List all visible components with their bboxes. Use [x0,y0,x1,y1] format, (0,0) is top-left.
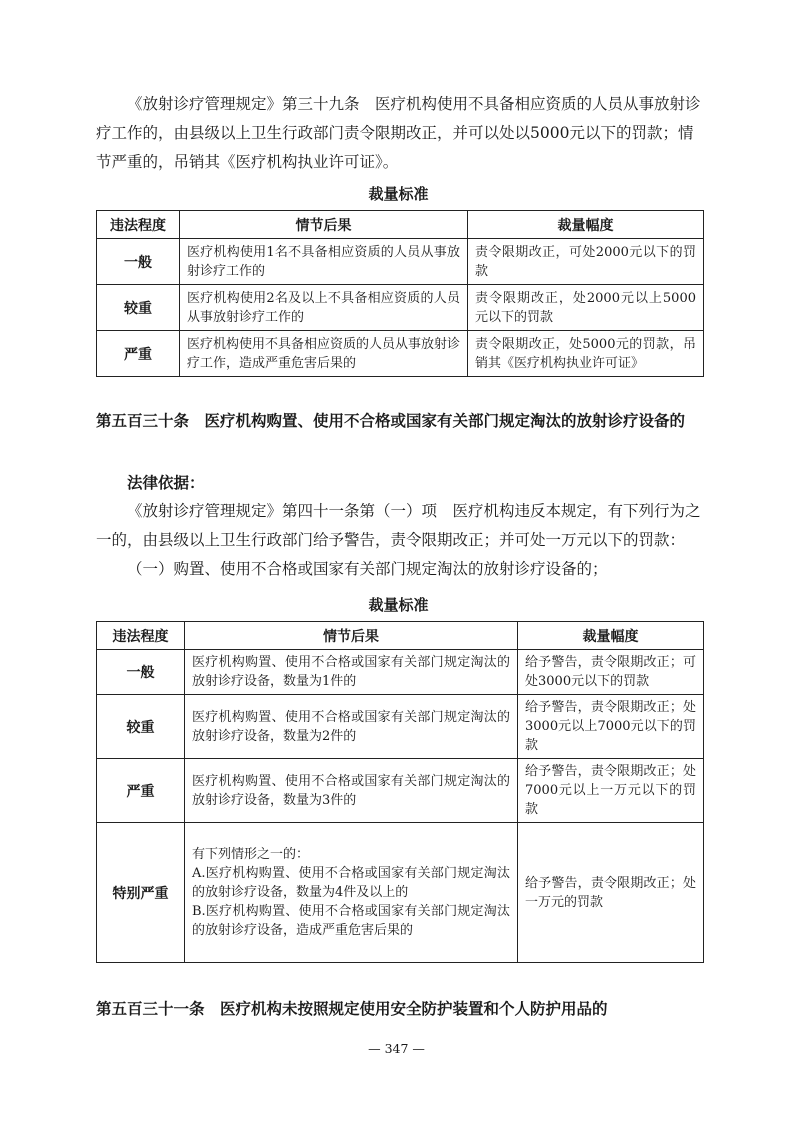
table1-caption: 裁量标准 [368,185,429,203]
table-cell-circumstance: 医疗机构使用2名及以上不具备相应资质的人员从事放射诊疗工作的 [180,285,468,331]
table-cell-circumstance: 医疗机构使用1名不具备相应资质的人员从事放射诊疗工作的 [180,239,468,285]
page-number: — 347 — [368,1041,425,1056]
table2-header-level: 违法程度 [97,622,185,650]
circumstance-option-a: A.医疗机构购置、使用不合格或国家有关部门规定淘汰的放射诊疗设备，数量为4件及以上的 [192,866,510,900]
table-cell-penalty: 责令限期改正，可处2000元以下的罚款 [468,239,704,285]
table-cell-circumstance: 医疗机构使用不具备相应资质的人员从事放射诊疗工作，造成严重危害后果的 [180,331,468,377]
table-cell-penalty: 责令限期改正，处2000元以上5000元以下的罚款 [468,285,704,331]
intro-text: 《放射诊疗管理规定》第三十九条 医疗机构使用不具备相应资质的人员从事放射诊疗工作的，由县级以上卫生行政部门责令限期改正，并可以处以5000元以下的罚款；情节严重的，吊销其《医疗机构执业许可证》。 [96,95,701,171]
table-row [97,650,704,695]
table-row [97,759,704,823]
table2-caption: 裁量标准 [368,596,429,614]
article-530-title: 第五百三十条 医疗机构购置、使用不合格或国家有关部门规定淘汰的放射诊疗设备的 [96,412,686,430]
table-cell-level: 严重 [97,331,180,377]
circumstance-option-b: B.医疗机构购置、使用不合格或国家有关部门规定淘汰的放射诊疗设备，造成严重危害后果的 [192,904,510,938]
article-531-title: 第五百三十一条 医疗机构未按照规定使用安全防护装置和个人防护用品的 [96,1000,608,1018]
table-cell-level: 较重 [97,695,185,759]
legal-basis-label: 法律依据： [127,474,205,492]
table-row [97,285,704,331]
table1-header-penalty: 裁量幅度 [468,211,704,239]
table-row [97,695,704,759]
legal-basis-item-1 [96,555,701,584]
intro-paragraph [96,90,701,177]
legal-basis-text: 《放射诊疗管理规定》第四十一条第（一）项 医疗机构违反本规定，有下列行为之一的，由县级以上卫生行政部门给予警告，责令限期改正；并可处一万元以下的罚款： [96,502,701,549]
table2-header-penalty: 裁量幅度 [518,622,704,650]
table-cell-level: 一般 [97,239,180,285]
table-cell-circumstance: 医疗机构购置、使用不合格或国家有关部门规定淘汰的放射诊疗设备，数量为3件的 [185,759,518,823]
table-cell-level: 特别严重 [97,823,185,963]
table1-header-row [97,211,704,239]
table1 [96,210,704,377]
table-row [97,331,704,377]
table-cell-circumstance [185,823,518,963]
table2 [96,621,704,963]
table1-header-circumstance: 情节后果 [180,211,468,239]
table-cell-level: 一般 [97,650,185,695]
table-cell-penalty: 给予警告，责令限期改正；处7000元以上一万元以下的罚款 [518,759,704,823]
legal-basis-item-1-text: （一）购置、使用不合格或国家有关部门规定淘汰的放射诊疗设备的； [127,560,608,578]
table-row [97,239,704,285]
table-cell-penalty: 责令限期改正，处5000元的罚款，吊销其《医疗机构执业许可证》 [468,331,704,377]
table-cell-penalty: 给予警告，责令限期改正；处一万元的罚款 [518,823,704,963]
table-cell-level: 严重 [97,759,185,823]
table-cell-circumstance: 医疗机构购置、使用不合格或国家有关部门规定淘汰的放射诊疗设备，数量为2件的 [185,695,518,759]
table-cell-level: 较重 [97,285,180,331]
table1-header-level: 违法程度 [97,211,180,239]
table-cell-penalty: 给予警告，责令限期改正；可处3000元以下的罚款 [518,650,704,695]
circumstance-intro: 有下列情形之一的： [192,847,310,862]
table-cell-circumstance: 医疗机构购置、使用不合格或国家有关部门规定淘汰的放射诊疗设备，数量为1件的 [185,650,518,695]
table-cell-penalty: 给予警告，责令限期改正；处3000元以上7000元以下的罚款 [518,695,704,759]
table2-header-row [97,622,704,650]
table2-header-circumstance: 情节后果 [185,622,518,650]
table-row [97,823,704,963]
legal-basis-paragraph [96,497,701,555]
